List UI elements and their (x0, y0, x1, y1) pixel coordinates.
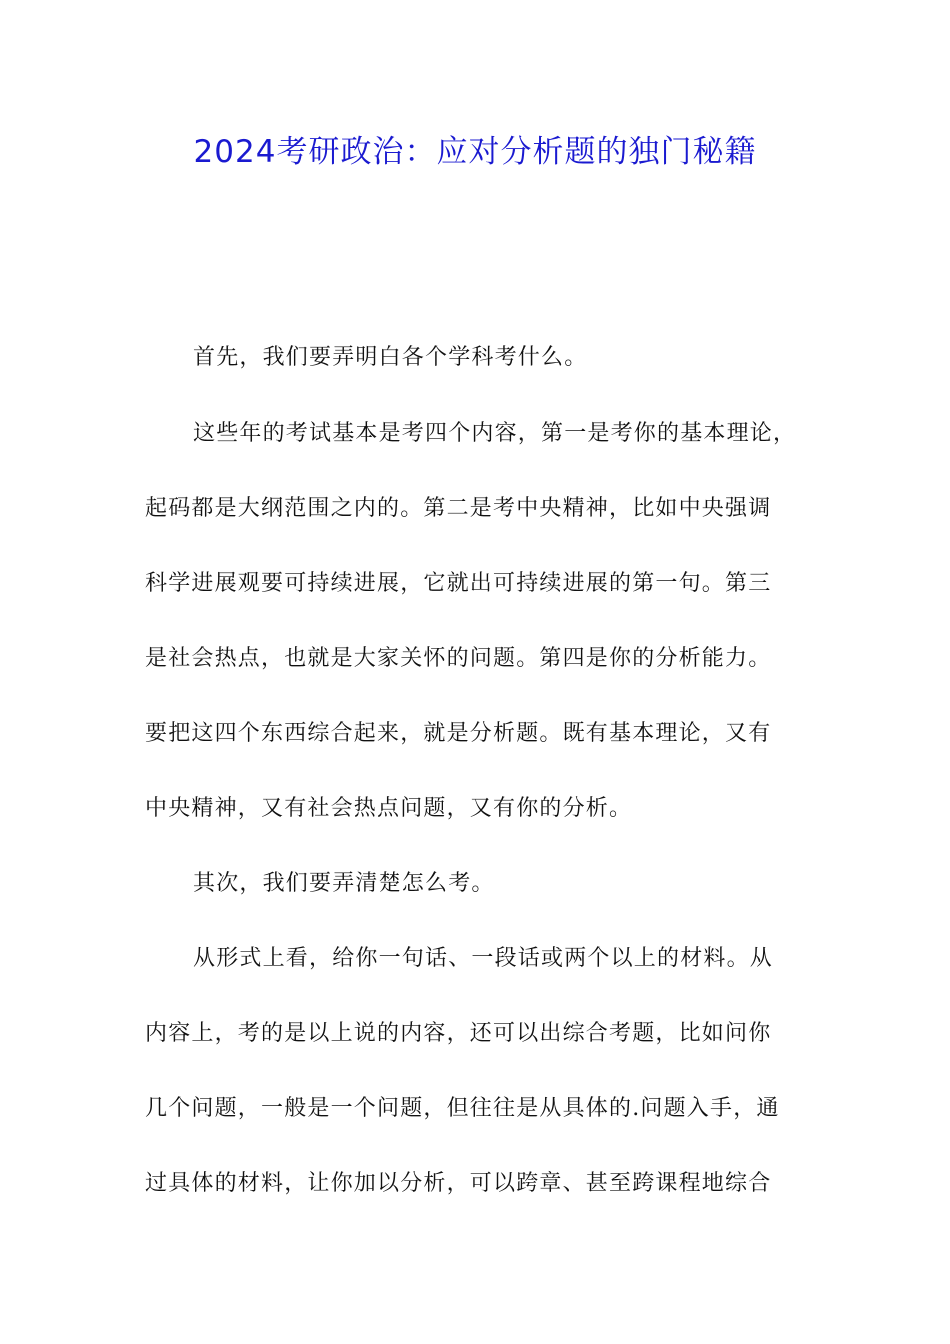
document-title: 2024考研政治：应对分析题的独门秘籍 (193, 134, 757, 170)
paragraph-line: 其次，我们要弄清楚怎么考。 (193, 871, 495, 896)
paragraph-line: 科学进展观要可持续进展，它就出可持续进展的第一句。第三 (145, 571, 772, 596)
paragraph-line: 首先，我们要弄明白各个学科考什么。 (193, 345, 588, 370)
paragraph-line: 几个问题，一般是一个问题，但往往是从具体的.问题入手，通 (145, 1096, 780, 1121)
paragraph-line: 内容上，考的是以上说的内容，还可以出综合考题，比如问你 (145, 1021, 772, 1046)
paragraph-line: 起码都是大纲范围之内的。第二是考中央精神，比如中央强调 (145, 496, 772, 521)
paragraph-line: 从形式上看，给你一句话、一段话或两个以上的材料。从 (193, 946, 774, 971)
paragraph-line: 中央精神，又有社会热点问题，又有你的分析。 (145, 796, 633, 821)
paragraph-line: 是社会热点，也就是大家关怀的问题。第四是你的分析能力。 (145, 646, 772, 671)
paragraph-line: 过具体的材料，让你加以分析，可以跨章、甚至跨课程地综合 (145, 1171, 772, 1196)
paragraph-line: 这些年的考试基本是考四个内容，第一是考你的基本理论， (193, 421, 797, 446)
paragraph-line: 要把这四个东西综合起来，就是分析题。既有基本理论，又有 (145, 721, 772, 746)
